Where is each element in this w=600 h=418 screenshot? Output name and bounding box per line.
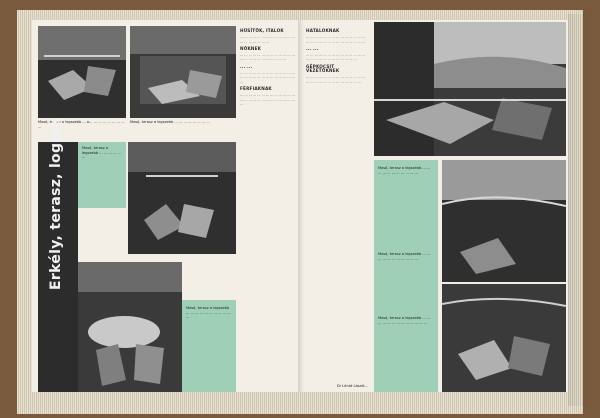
caption-top-right: Mosó, terasz a legszebb ... ... ... ... ... ... ... ...: [130, 120, 210, 124]
photo-balcony-chairs-lower: [442, 284, 566, 392]
photo-terrace-river-view: [374, 22, 566, 156]
photo-table-set: [78, 262, 182, 392]
left-col-body-1: ... ... ... ... ... ... ... ... ... ... ... ... ... ... ... ... ... ... ... ...: [240, 35, 295, 44]
left-col-heading-1: HŰSÍTŐK, ITALOK: [240, 28, 284, 33]
left-col-heading-2: NŐKNEK: [240, 45, 262, 51]
caption-green-right-mid: Mosó, terasz a legszebb ... ... ... ... ... ... ... ... ... ... ...: [378, 166, 431, 175]
left-col-body-3: ... ... ... ... ... ... ... ... ... ... ... ... ... ... ... ... ... ... ... ... ... ... ... ... ... ... ...: [240, 71, 295, 84]
right-col-heading-1: HATALOKNAK: [306, 28, 340, 33]
left-text-column: [240, 26, 296, 388]
photo-balcony-railing: [442, 160, 566, 282]
right-col-body-2: ... ... ... ... ... ... ... ... ... ... ... ... ... ... ... ... ... ... ... ... ... ... ... ... ... ...: [306, 53, 366, 62]
right-col-body-3: ... ... ... ... ... ... ... ... ... ... ... ... ... ... ... ... ... ... ... ... ... ... ... ... ... ... ...: [306, 75, 366, 84]
photo-loggia-chairs: [128, 142, 236, 254]
caption-top-left: Mosó, terasz a legszebb ... a... ... ... ... ... ... ... ... ...: [38, 120, 125, 129]
gutter-shadow: [298, 20, 304, 392]
right-col-heading-2: ... ...: [306, 45, 319, 51]
right-text-column: [306, 26, 368, 388]
vertical-title: Erkély, terasz, loggia: [48, 117, 64, 290]
right-col-heading-3: GÉPKOCSIT VEZETŐKNEK: [306, 63, 340, 74]
right-edge-shade: [568, 14, 590, 406]
caption-green-bottom: Mosó, terasz a legszebb ... ... ... ... ... ... ... ... ... ... ...: [186, 306, 231, 320]
left-col-heading-3: ... ...: [240, 63, 253, 69]
left-col-heading-4: FÉRFIAKNAK: [240, 85, 272, 91]
right-col-body-1: ... ... ... ... ... ... ... ... ... ... ... ... ... ... ... ... ... ... ... ... ... ... ... ... ... ... ... ...: [306, 35, 366, 44]
photo-terrace-furniture: [130, 26, 236, 118]
signature: Dr Lénát László...: [336, 384, 368, 388]
caption-green-mid: Mosó, terasz a legszebb ... ... ... ... ... ...: [82, 146, 121, 160]
left-col-body-4: ... ... ... ... ... ... ... ... ... ... ... ... ... ... ... ... ... ... ... ... ... ... ... ... ... ... ...: [240, 93, 295, 106]
caption-green-right-left: Mosó, terasz a legszebb ... ... ... ... ... ... ... ... ... ... ...: [378, 252, 431, 261]
left-col-body-2: ... ... ... ... ... ... ... ... ... ... ... ... ... ... ... ... ... ... ... ... ... ... ... ...: [240, 53, 295, 62]
caption-green-right-right: Mosó, terasz a legszebb ... ... ... ... ... ... ... ... ... ... ... ... ...: [378, 316, 431, 325]
